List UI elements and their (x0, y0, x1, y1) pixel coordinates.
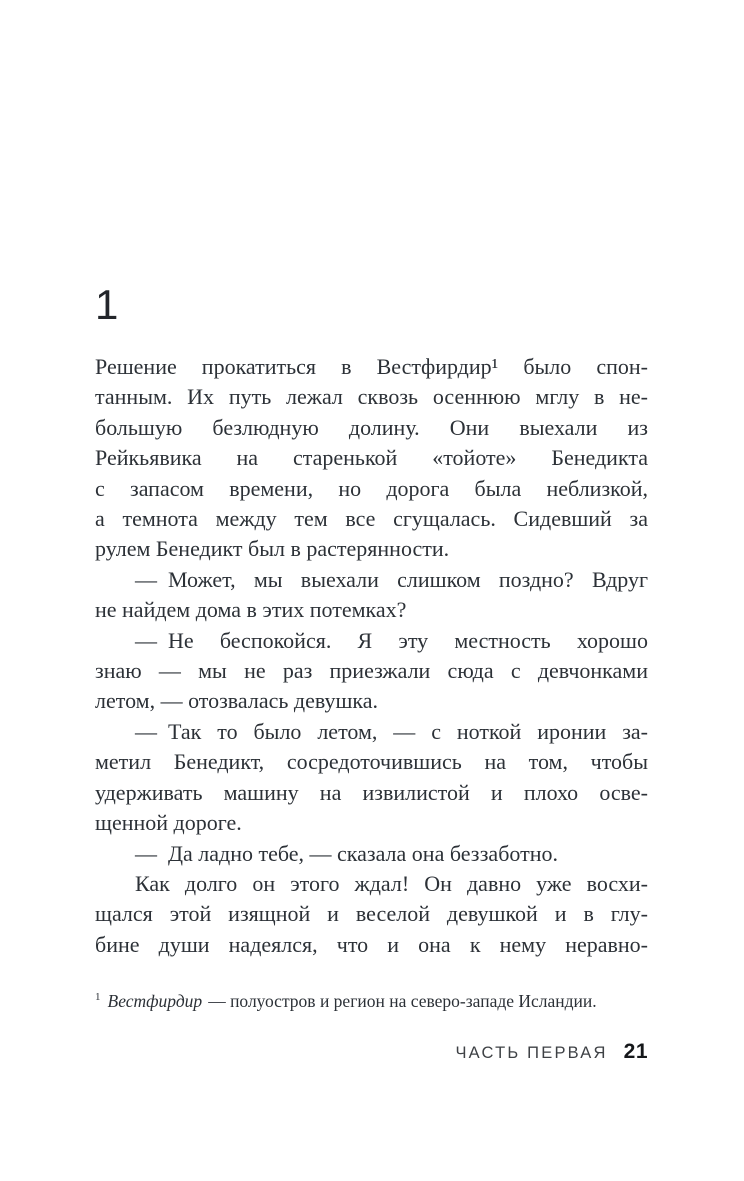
text-line: летом, — отозвалась девушка. (95, 688, 379, 714)
page-footer (95, 1038, 648, 1068)
text-line: удерживать машину на извилистой и плохо осве- (95, 779, 648, 805)
text-line: не найдем дома в этих потемках? (95, 597, 407, 623)
text-line: щенной дороге. (95, 810, 242, 836)
text-line: танным. Их путь лежал сквозь осеннюю мглу в не- (95, 384, 648, 410)
footnote-definition: — полуостров и регион на северо-западе Исландии. (208, 991, 597, 1011)
footer-section-label: ЧАСТЬ ПЕРВАЯ (455, 1044, 608, 1062)
body-text (95, 352, 648, 960)
paragraph (95, 869, 648, 960)
paragraph (95, 626, 648, 717)
text-line: большую безлюдную долину. Они выехали из (95, 414, 648, 440)
text-line: метил Бенедикт, сосредоточившись на том, чтобы (95, 749, 648, 775)
text-line: бине души надеялся, что и она к нему неравно- (95, 931, 648, 957)
paragraph (95, 565, 648, 626)
text-line: Решение прокатиться в Вестфирдир¹ было спон- (95, 354, 648, 379)
text-line: — Да ладно тебе, — сказала она беззаботно. (135, 840, 558, 866)
text-line: — Может, мы выехали слишком поздно? Вдруг (135, 566, 648, 592)
footnote-term: Вестфирдир (107, 991, 203, 1011)
paragraph (95, 839, 648, 869)
paragraph (95, 352, 648, 565)
paragraph (95, 717, 648, 839)
text-line: рулем Бенедикт был в растерянности. (95, 536, 450, 562)
text-line: а темнота между тем все сгущалась. Сидевший за (95, 506, 648, 532)
footer-page-number: 21 (623, 1040, 648, 1063)
chapter-number: 1 (95, 281, 119, 328)
text-line: — Не беспокойся. Я эту местность хорошо (135, 627, 648, 653)
text-line: Как долго он этого ждал! Он давно уже восхи- (135, 870, 648, 896)
text-line: знаю — мы не раз приезжали сюда с девчонками (95, 658, 648, 684)
footnote-marker: 1 (95, 991, 101, 1004)
footnote (95, 989, 648, 1013)
text-line: с запасом времени, но дорога была неблизкой, (95, 475, 648, 501)
text-line: щался этой изящной и веселой девушкой и в глу- (95, 901, 648, 927)
text-line: — Так то было летом, — с ноткой иронии за- (135, 718, 648, 744)
text-line: Рейкьявика на старенькой «тойоте» Бенедикта (95, 445, 648, 471)
